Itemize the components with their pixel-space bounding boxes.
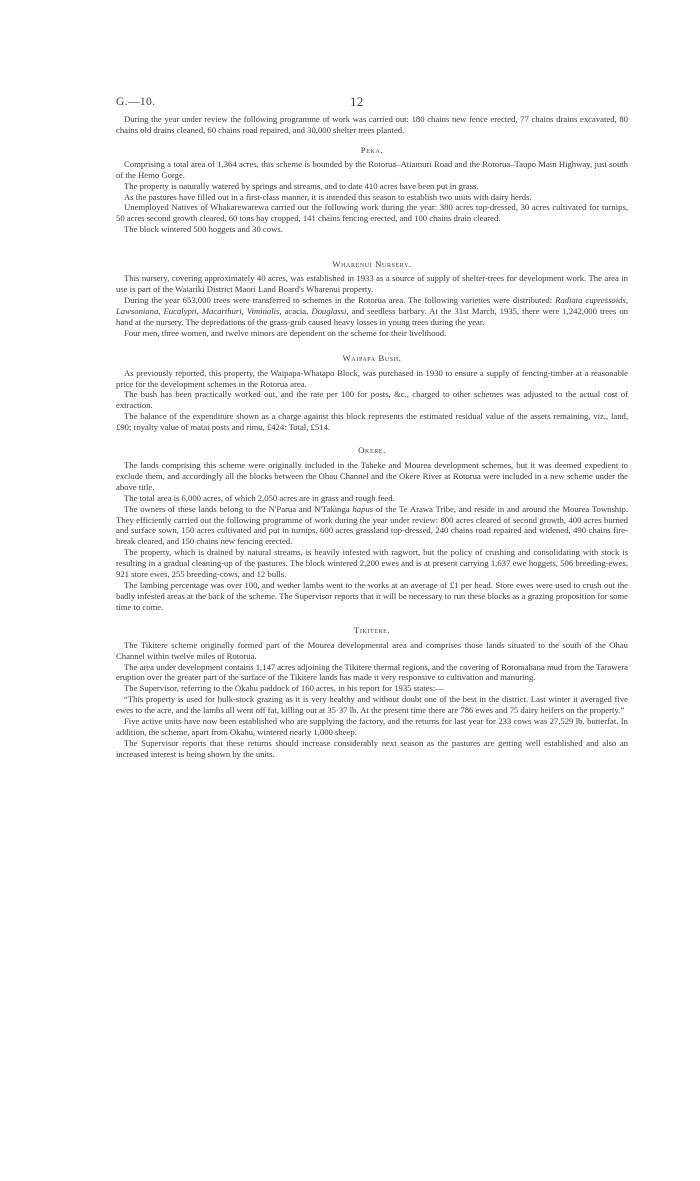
paragraph: Four men, three women, and twelve minors are dependent on the scheme for their livelihood. [124,327,447,338]
section-tikitere [116,625,628,760]
paragraph: This nursery, covering approximately 40 acres, was established in 1933 as a source of supply of shelter-trees for development work. The area in use is part of the Waiariki District Maori Land Board's Wharenui property. [116,273,628,295]
paragraph: The lands comprising this scheme were originally included in the Taheke and Mourea development schemes, but it was deemed expedient to exclude them, and accordingly all the blocks between the Ohau Channel and the Okere River at Rotorua were included in a new scheme under the above title. [116,460,628,492]
text-run: of the Te Arawa Tribe, and reside in and around the Mourea Township. They efficiently carried out the following programme of work during the year under review: 800 acres cleared of second growth, 400 acres burned and surface sown, 150 acres cultivated and put in turnips, 600 acres grassland top-dressed, 240 chains road repaired and widened, 490 chains fire-break cleared, and 150 chains new fencing erected. [116,503,628,547]
text-run: acacia, [281,305,312,316]
text-run: The owners of these lands belong to the N'Parua and N'Takinga [124,503,353,514]
paragraph: The property, which is drained by natural streams, is heavily infested with ragwort, but the policy of crushing and consolidating with stock is resulting in a gradual cleaning-up of the pastures. The block wintered 2,200 ewes and is at present carrying 1,637 ewe hoggets, 506 breeding-ewes, 921 store ewes, 255 breeding-cows, and 12 bulls. [116,547,628,580]
paragraph: The bush has been practically worked out, and the rate per 100 for posts, &c., charged to other schemes was adjusted to the actual cost of extraction. [116,389,628,411]
paragraph: The total area is 6,000 acres, of which 2,050 acres are in grass and rough feed. [124,492,395,503]
italic-text: Radiata cupressoids, Lawsoniana, Eucalypti, Macarthuri, Viminalis, [116,294,628,316]
section-waipapa-bush [116,353,628,433]
paragraph: During the year under review the following programme of work was carried out: 180 chains new fence erected, 77 chains drains excavated, 80 chains old drains cleaned, 60 chains road repaired, and 30,000 shelter trees planted. [116,114,628,135]
section-okere [116,445,628,613]
section-heading: Tikitere. [353,624,391,635]
paragraph: As previously reported, this property, the Waipapa-Whatapo Block, was purchased in 1930 to ensure a supply of fencing-timber at a reasonable price for the development schemes in the Rotorua area. [116,367,628,389]
paragraph [116,504,628,548]
section-heading: Peka. [360,144,384,155]
text-run: and seedless barbary. At the 31st March, 1935, there were 1,242,000 trees on hand at the nursery. The depredations of the grass-grub caused heavy losses in young trees during the year. [116,305,628,327]
page-number: 12 [350,94,364,109]
paragraph: Comprising a total area of 1,364 acres, this scheme is bounded by the Rotorua–Atiamuri Road and the Rotorua–Taupo Main Highway, just south of the Hemo Gorge. [116,158,628,180]
paragraph: The Tikitere scheme originally formed part of the Mourea developmental area and comprises those lands situated to the south of the Ohau Channel within twelve miles of Rotorua. [116,639,628,661]
section-heading: Wharenui Nursery. [332,259,412,270]
paragraph: The block wintered 500 hoggets and 30 cows. [124,224,283,235]
quoted-paragraph: “This property is used for bulk-stock grazing as it is very healthy and without doubt one of the best in the district. Last winter it averaged five ewes to the acre, and the lambs all went off fat, killing out at 35·37 lb. At the present time there are 786 ewes and 75 dairy heifers on the property.” [116,694,628,716]
paragraph: The lambing percentage was over 100, and wether lambs went to the works at an average of £1 per head. Store ewes were used to crush out the badly infested areas at the back of the scheme. The Supervisor reports that it will be necessary to run these blocks as a grazing proposition for some time to come. [116,580,628,612]
paragraph: The balance of the expenditure shown as a charge against this block represents the estimated residual value of the assets remaining, viz., land, £90; royalty value of matai posts and rimu, £424: Total, £514. [116,411,628,433]
italic-text: hapus [352,503,374,514]
intro-section [116,114,628,136]
section-heading: Waipapa Bush. [342,352,402,363]
document-page [116,96,628,760]
paragraph: Unemployed Natives of Whakarewarewa carried out the following work during the year: 380 acres top-dressed, 30 acres cultivated for turnips, 50 acres second growth cleared, 60 tons hay cropped, 141 chains fencing erected, and 100 chains drain cleared. [116,202,628,224]
paragraph: The area under development contains 1,147 acres adjoining the Tikitere thermal regions, and the covering of Rotomahana mud from the Tarawera eruption over the greater part of the surface of the Tikitere lands has made it very responsive to cultivation and manuring. [116,661,629,683]
text-run: During the year 653,000 trees were transferred to schemes in the Rotorua area. The following varieties were distributed: [124,294,556,305]
document-reference: G.—10. [116,96,156,108]
section-peka [116,145,628,235]
paragraph: The property is naturally watered by springs and streams, and to date 410 acres have been put in grass. [124,180,479,191]
page-header [116,96,628,114]
paragraph: The Supervisor reports that these returns should increase considerably next season as the pastures are getting well established and also an increased interest is being shown by the units. [116,737,628,759]
paragraph: Five active units have now been established who are supplying the factory, and the returns for last year for 233 cows was 27,529 lb. butterfat. In addition, the scheme, apart from Okahu, wintered nearly 1,000 sheep. [116,716,628,737]
paragraph: The Supervisor, referring to the Okahu paddock of 160 acres, in his report for 1935 states:— [124,683,444,694]
section-heading: Okere. [358,445,386,456]
paragraph [116,295,628,328]
italic-text: Douglassi, [311,305,349,316]
section-wharenui-nursery [116,259,628,338]
paragraph: As the pastures have filled out in a first-class manner, it is intended this season to establish two units with dairy herds. [124,191,532,202]
